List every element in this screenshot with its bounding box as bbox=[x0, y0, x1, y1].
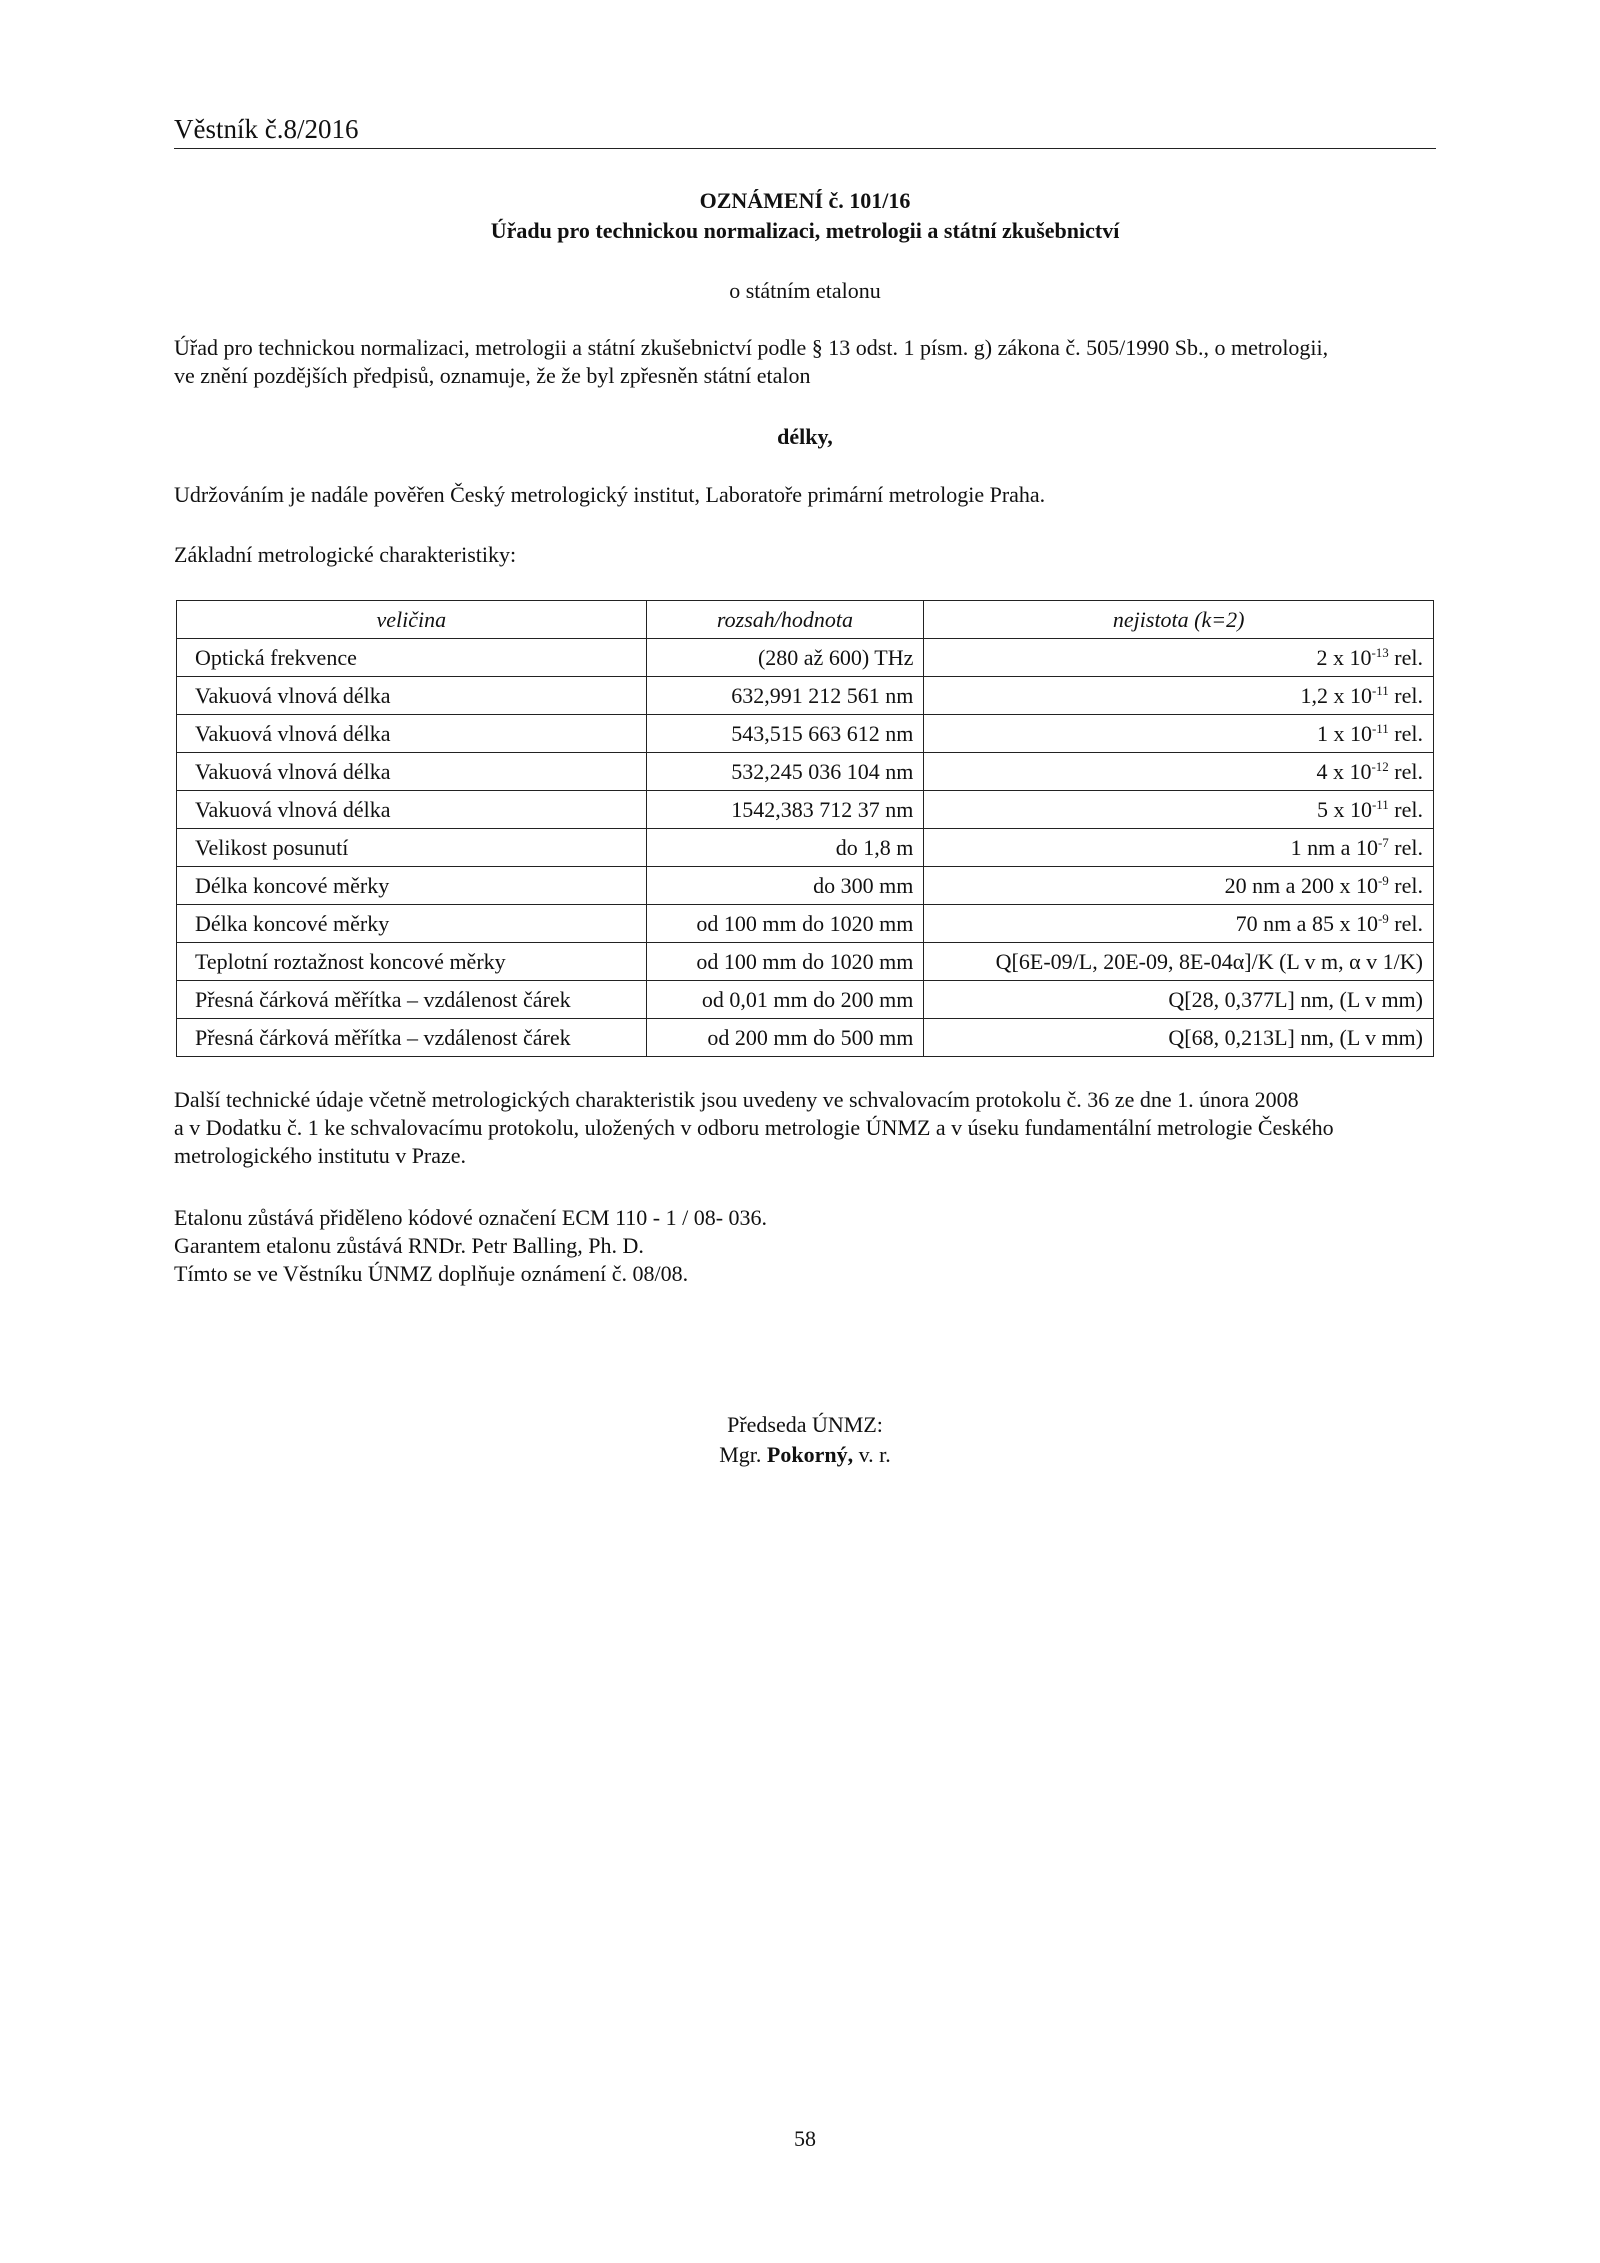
cell-range: do 300 mm bbox=[646, 867, 924, 905]
table-header-row bbox=[177, 601, 1434, 639]
uncertainty-base: Q[68, 0,213L] nm, (L v mm) bbox=[1168, 1024, 1423, 1050]
table-header-range: rozsah/hodnota bbox=[646, 601, 924, 639]
cell-range: 1542,383 712 37 nm bbox=[646, 791, 924, 829]
uncertainty-base: 20 nm a 200 x 10 bbox=[1224, 872, 1378, 898]
uncertainty-unit: rel. bbox=[1388, 910, 1423, 936]
closing-line: Etalonu zůstává přiděleno kódové označení ECM 110 - 1 / 08- 036. bbox=[174, 1205, 768, 1230]
cell-uncertainty bbox=[924, 677, 1434, 715]
uncertainty-base: 5 x 10 bbox=[1316, 796, 1372, 822]
standard-keyword: délky, bbox=[777, 424, 833, 449]
cell-uncertainty bbox=[924, 981, 1434, 1019]
cell-uncertainty bbox=[924, 791, 1434, 829]
table-row bbox=[177, 905, 1434, 943]
uncertainty-exponent: -13 bbox=[1371, 644, 1389, 660]
cell-range: 632,991 212 561 nm bbox=[646, 677, 924, 715]
cell-quantity: Délka koncové měrky bbox=[177, 905, 647, 943]
closing-paragraph bbox=[174, 1204, 1436, 1288]
cell-range: (280 až 600) THz bbox=[646, 639, 924, 677]
cell-quantity: Velikost posunutí bbox=[177, 829, 647, 867]
cell-quantity: Přesná čárková měřítka – vzdálenost čárek bbox=[177, 1019, 647, 1057]
table-row bbox=[177, 829, 1434, 867]
uncertainty-exponent: -12 bbox=[1371, 758, 1389, 774]
cell-quantity: Vakuová vlnová délka bbox=[177, 715, 647, 753]
cell-quantity: Optická frekvence bbox=[177, 639, 647, 677]
cell-range: 532,245 036 104 nm bbox=[646, 753, 924, 791]
uncertainty-base: 1,2 x 10 bbox=[1300, 682, 1372, 708]
cell-quantity: Teplotní roztažnost koncové měrky bbox=[177, 943, 647, 981]
cell-range: do 1,8 m bbox=[646, 829, 924, 867]
closing-line: Garantem etalonu zůstává RNDr. Petr Balling, Ph. D. bbox=[174, 1233, 644, 1258]
table-body bbox=[177, 639, 1434, 1057]
uncertainty-exponent: -11 bbox=[1371, 796, 1389, 812]
cell-quantity: Přesná čárková měřítka – vzdálenost čárek bbox=[177, 981, 647, 1019]
cell-range: 543,515 663 612 nm bbox=[646, 715, 924, 753]
intro-line: Úřad pro technickou normalizaci, metrologii a státní zkušebnictví podle § 13 odst. 1 písm. g) zákona č. 505/1990 Sb., o metrologii, bbox=[174, 335, 1329, 360]
cell-quantity: Vakuová vlnová délka bbox=[177, 791, 647, 829]
closing-line: Tímto se ve Věstníku ÚNMZ doplňuje oznámení č. 08/08. bbox=[174, 1261, 689, 1286]
cell-uncertainty bbox=[924, 867, 1434, 905]
cell-uncertainty bbox=[924, 829, 1434, 867]
table-row bbox=[177, 677, 1434, 715]
characteristics-table bbox=[176, 600, 1434, 1057]
uncertainty-exponent: -11 bbox=[1371, 720, 1389, 736]
uncertainty-exponent: -9 bbox=[1377, 872, 1389, 888]
cell-range: od 0,01 mm do 200 mm bbox=[646, 981, 924, 1019]
cell-quantity: Vakuová vlnová délka bbox=[177, 677, 647, 715]
announcement-title bbox=[174, 186, 1436, 246]
uncertainty-unit: rel. bbox=[1388, 872, 1423, 898]
cell-uncertainty bbox=[924, 1019, 1434, 1057]
further-line: metrologického institutu v Praze. bbox=[174, 1143, 467, 1168]
uncertainty-base: Q[6E-09/L, 20E-09, 8E-04α]/K (L v m, α v 1/K) bbox=[995, 948, 1423, 974]
signature-name-line bbox=[174, 1440, 1436, 1470]
signature-prefix: Mgr. bbox=[719, 1442, 767, 1467]
uncertainty-exponent: -7 bbox=[1377, 834, 1389, 850]
cell-uncertainty bbox=[924, 639, 1434, 677]
further-line: a v Dodatku č. 1 ke schvalovacímu protokolu, uložených v odboru metrologie ÚNMZ a v úseku fundamentální metrologie Českého bbox=[174, 1115, 1334, 1140]
cell-quantity: Vakuová vlnová délka bbox=[177, 753, 647, 791]
announcement-number: OZNÁMENÍ č. 101/16 bbox=[699, 188, 911, 213]
cell-uncertainty bbox=[924, 753, 1434, 791]
uncertainty-unit: rel. bbox=[1388, 796, 1423, 822]
header-title: Věstník č.8/2016 bbox=[174, 114, 359, 144]
uncertainty-exponent: -9 bbox=[1377, 910, 1389, 926]
intro-paragraph bbox=[174, 334, 1436, 390]
uncertainty-base: 2 x 10 bbox=[1316, 644, 1372, 670]
page-number: 58 bbox=[794, 2126, 816, 2151]
table-header-uncertainty: nejistota (k=2) bbox=[924, 601, 1434, 639]
page-header bbox=[174, 112, 1436, 149]
uncertainty-base: Q[28, 0,377L] nm, (L v mm) bbox=[1168, 986, 1423, 1012]
further-line: Další technické údaje včetně metrologických charakteristik jsou uvedeny ve schvalovacím protokolu č. 36 ze dne 1. února 2008 bbox=[174, 1087, 1299, 1112]
uncertainty-unit: rel. bbox=[1388, 834, 1423, 860]
cell-quantity: Délka koncové měrky bbox=[177, 867, 647, 905]
uncertainty-base: 1 nm a 10 bbox=[1290, 834, 1378, 860]
uncertainty-exponent: -11 bbox=[1371, 682, 1389, 698]
table-row bbox=[177, 791, 1434, 829]
signature-role: Předseda ÚNMZ: bbox=[727, 1412, 883, 1437]
uncertainty-unit: rel. bbox=[1388, 644, 1423, 670]
cell-uncertainty bbox=[924, 905, 1434, 943]
further-info-paragraph bbox=[174, 1086, 1436, 1170]
table-row bbox=[177, 943, 1434, 981]
uncertainty-unit: rel. bbox=[1388, 682, 1423, 708]
intro-line: ve znění pozdějších předpisů, oznamuje, že že byl zpřesněn státní etalon bbox=[174, 363, 811, 388]
cell-range: od 100 mm do 1020 mm bbox=[646, 905, 924, 943]
announcement-subject: o státním etalonu bbox=[729, 278, 881, 303]
uncertainty-unit: rel. bbox=[1388, 720, 1423, 746]
table-row bbox=[177, 867, 1434, 905]
table-row bbox=[177, 715, 1434, 753]
maintenance-paragraph: Udržováním je nadále pověřen Český metrologický institut, Laboratoře primární metrologie Praha. bbox=[174, 482, 1046, 507]
signature-block bbox=[174, 1410, 1436, 1470]
characteristics-label: Základní metrologické charakteristiky: bbox=[174, 542, 517, 567]
table-row bbox=[177, 753, 1434, 791]
uncertainty-unit: rel. bbox=[1388, 758, 1423, 784]
table-row bbox=[177, 1019, 1434, 1057]
signature-suffix: v. r. bbox=[853, 1442, 891, 1467]
uncertainty-base: 70 nm a 85 x 10 bbox=[1235, 910, 1378, 936]
cell-uncertainty bbox=[924, 715, 1434, 753]
announcement-office: Úřadu pro technickou normalizaci, metrologii a státní zkušebnictví bbox=[490, 218, 1120, 243]
uncertainty-base: 1 x 10 bbox=[1316, 720, 1372, 746]
uncertainty-base: 4 x 10 bbox=[1316, 758, 1372, 784]
table-row bbox=[177, 981, 1434, 1019]
cell-range: od 100 mm do 1020 mm bbox=[646, 943, 924, 981]
table-header-quantity: veličina bbox=[177, 601, 647, 639]
cell-range: od 200 mm do 500 mm bbox=[646, 1019, 924, 1057]
table-row bbox=[177, 639, 1434, 677]
cell-uncertainty bbox=[924, 943, 1434, 981]
signature-name: Pokorný, bbox=[766, 1442, 854, 1467]
